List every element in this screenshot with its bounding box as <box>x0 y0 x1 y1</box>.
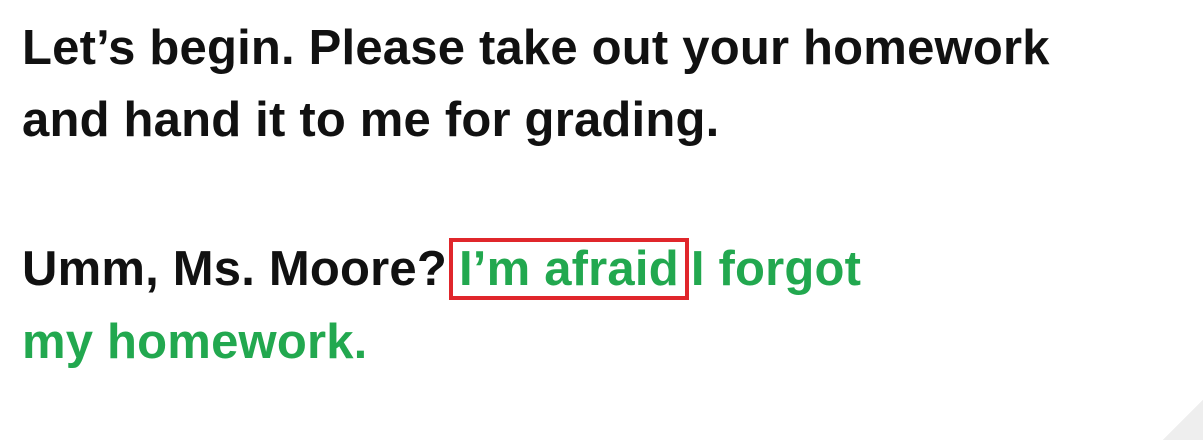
teacher-line-1 <box>22 19 1050 77</box>
teacher-line-2 <box>22 91 719 149</box>
student-prefix: Umm, Ms. Moore? <box>22 242 447 296</box>
student-line-2 <box>22 313 368 371</box>
corner-shade <box>1163 400 1203 440</box>
student-suffix: I forgot <box>690 242 862 296</box>
student-line-2-text: my homework. <box>22 315 368 369</box>
teacher-line-1-text: Let’s begin. Please take out your homework <box>22 21 1050 75</box>
teacher-line-2-text: and hand it to me for grading. <box>22 93 720 147</box>
student-line-1 <box>22 240 861 298</box>
highlighted-phrase: I’m afraid <box>453 242 685 296</box>
